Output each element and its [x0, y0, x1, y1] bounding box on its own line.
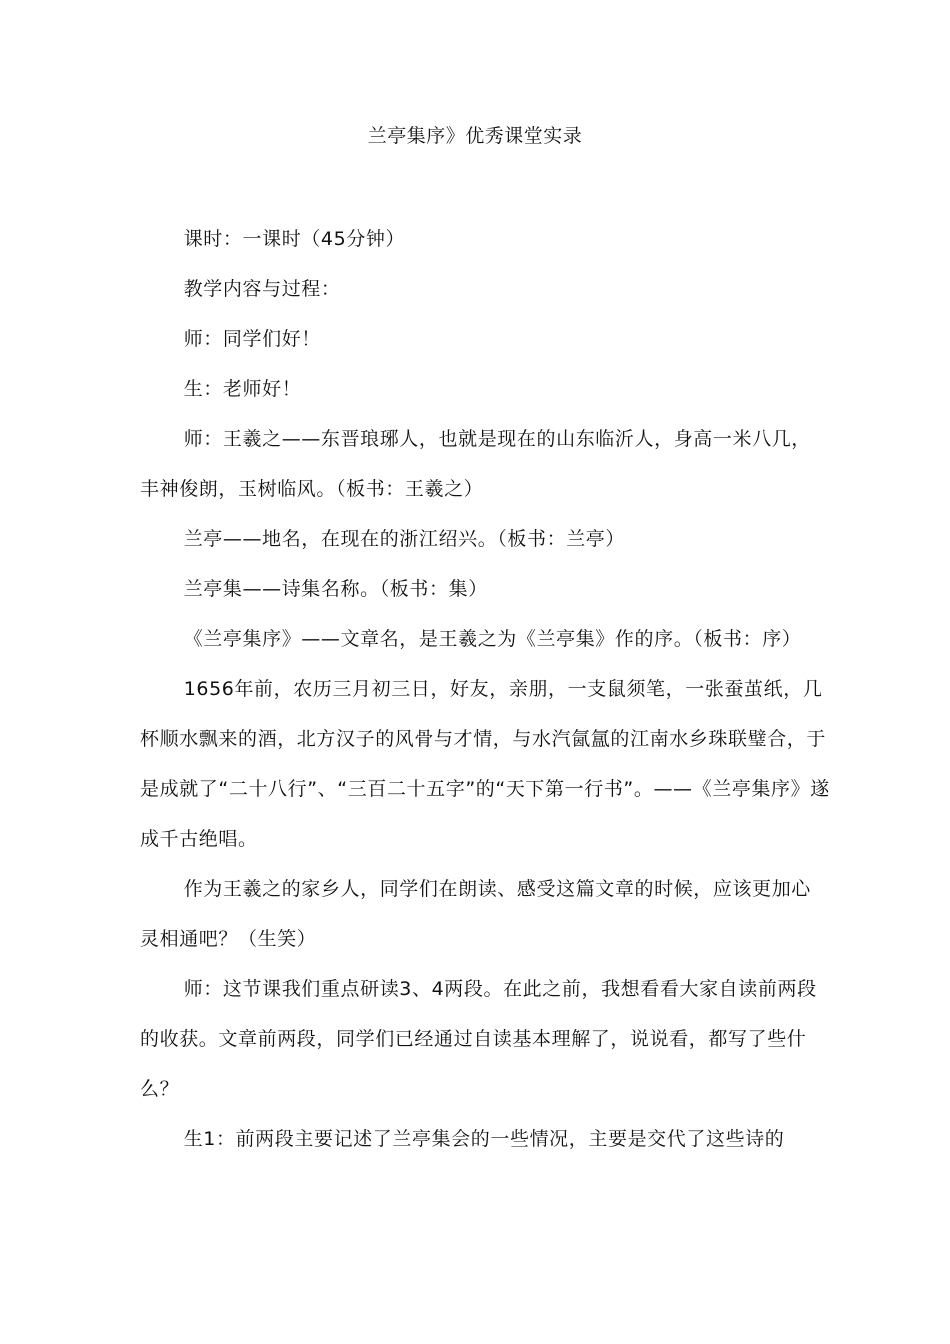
paragraph-teacher-greeting: 师：同学们好！: [183, 328, 321, 350]
paragraph-duration: 课时：一课时（45分钟）: [183, 228, 406, 250]
paragraph-lanting-ji: 兰亭集——诗集名称。（板书：集）: [183, 578, 488, 600]
paragraph-history: 1656年前，农历三月初三日，好友，亲朋，一支鼠须笔，一张蚕茧纸，几杯顺水飘来的酒，北方汉子的风骨与才情，与水汽氤氲的江南水乡珠联璧合，于是成就了“二十八行”、“三百二十五字”的“天下第一行书”。——《兰亭集序》遂成千古绝唱。: [140, 678, 830, 850]
paragraph-wang-xizhi: 师：王羲之——东晋琅琊人，也就是现在的山东临沂人，身高一米八几，丰神俊朗，玉树临风。（板书：王羲之）: [140, 428, 811, 500]
paragraph-content-heading: 教学内容与过程：: [183, 278, 341, 300]
paragraph-lanting-ji-xu: 《兰亭集序》——文章名，是王羲之为《兰亭集》作的序。（板书：序）: [183, 628, 802, 650]
paragraph-teacher-question: 师：这节课我们重点研读3、4两段。在此之前，我想看看大家自读前两段的收获。文章前两段，同学们已经通过自读基本理解了，说说看，都写了些什么？: [140, 978, 817, 1100]
paragraph-lanting: 兰亭——地名，在现在的浙江绍兴。（板书：兰亭）: [183, 528, 625, 550]
paragraph-student-answer: 生1：前两段主要记述了兰亭集会的一些情况，主要是交代了这些诗的: [183, 1128, 785, 1150]
document-body: [140, 214, 830, 1164]
paragraph-hometown: 作为王羲之的家乡人，同学们在朗读、感受这篇文章的时候，应该更加心灵相通吧？（生笑）: [140, 878, 811, 950]
document-title: 兰亭集序》优秀课堂实录: [367, 125, 583, 147]
paragraph-student-greeting: 生：老师好！: [183, 378, 302, 400]
